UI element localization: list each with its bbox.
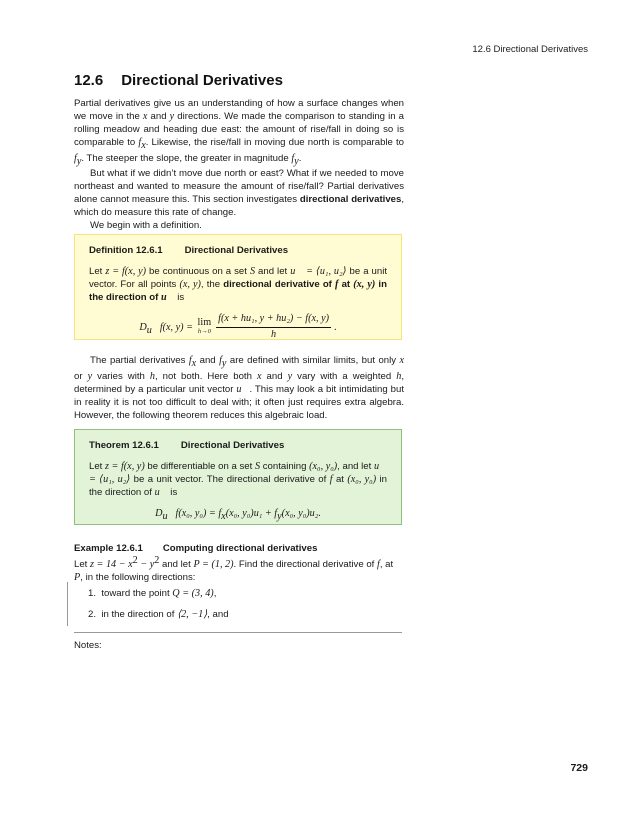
- definition-heading: Definition 12.6.1 Directional Derivatives: [89, 245, 289, 256]
- example-item-2: 2. in the direction of ⟨2, −1⟩, and: [88, 609, 229, 620]
- example-item-1: 1. toward the point Q = (3, 4),: [88, 588, 217, 599]
- definition-box: [74, 234, 402, 340]
- mid-paragraph: The partial derivatives $f_x$ and $f_y$ are defined with similar limits, but only x or y varies with h, not both. Here both x and y vary with a weighted h, determined by a particular unit vector u⃗. This may look a bit intimidating but in reality it is not too difficult to deal with; it often just requires extra algebra. However, the following theorem reduces this algebraic load.: [74, 355, 405, 421]
- theorem-heading: Theorem 12.6.1 Directional Derivatives: [89, 440, 285, 451]
- example-heading: Example 12.6.1 Computing directional derivatives: [74, 543, 318, 554]
- example-text: Let $z = 14 - x^2 - y^2$ and let P = (1, 2). Find the directional derivative of f, at P, in the following directions:: [74, 555, 394, 584]
- theorem-formula: $D_{u⃗}f(x_0$, $y_0) = f_x(x_0$, $y_0)u_1 + f_y(x_0$, y₀)u₂.: [155, 507, 321, 522]
- difference-quotient: $\frac{\text{f(x + hu₁, y + hu₂) − f(x, y)}}{h}$: [218, 312, 330, 340]
- mid-text: [74, 355, 404, 422]
- example-margin-bar: [67, 582, 68, 626]
- running-header: 12.6 Directional Derivatives: [472, 44, 588, 55]
- section-number: 12.6: [74, 72, 104, 89]
- section-title-text: Directional Derivatives: [121, 72, 283, 89]
- notes-label: Notes:: [74, 640, 102, 651]
- intro-paragraph-2: But what if we didn’t move due north or east? What if we needed to move northeast and wanted to measure the amount of rise/fall? Partial derivatives alone cannot measure this. This section investigates directional derivatives, which do measure this rate of change.: [74, 168, 405, 219]
- theorem-text: Let z = f(x, y) be differentiable on a set S containing (x₀, y₀), and let u⃗ = ⟨u₁, u₂⟩ be a unit vector. The directional derivative of f at (x₀, y₀) in the direction of u⃗ is: [89, 460, 387, 498]
- definition-formula: $D_{u⃗}f(x$, y) = lim h→0 $\frac{\text{f(x + hu₁, y + hu₂) − f(x, y)}}{h}$ .: [139, 312, 337, 340]
- page-number: 729: [570, 762, 588, 774]
- theorem-box: [74, 429, 402, 525]
- section-title: [74, 72, 283, 89]
- intro-paragraph-1: Partial derivatives give us an understanding of how a surface changes when we move in the x and y directions. We made the comparison to standing in a rolling meadow and heading due east: the amount of rise/fall in doing so is comparable to $f_x$. Likewise, the rise/fall in moving due north is comparable to $f_y$. The steeper the slope, the greater in magnitude $f_y$.: [74, 98, 405, 167]
- definition-text: Let z = f(x, y) be continuous on a set S and let u⃗ = ⟨u₁, u₂⟩ be a unit vector. For all points (x, y), the directional derivative of f at (x, y) in the direction of u⃗ is: [89, 265, 387, 303]
- limit-operator: lim h→0: [197, 317, 212, 336]
- intro-paragraph-3: We begin with a definition.: [90, 219, 202, 231]
- intro-text: [74, 98, 404, 233]
- notes-divider: [74, 632, 402, 633]
